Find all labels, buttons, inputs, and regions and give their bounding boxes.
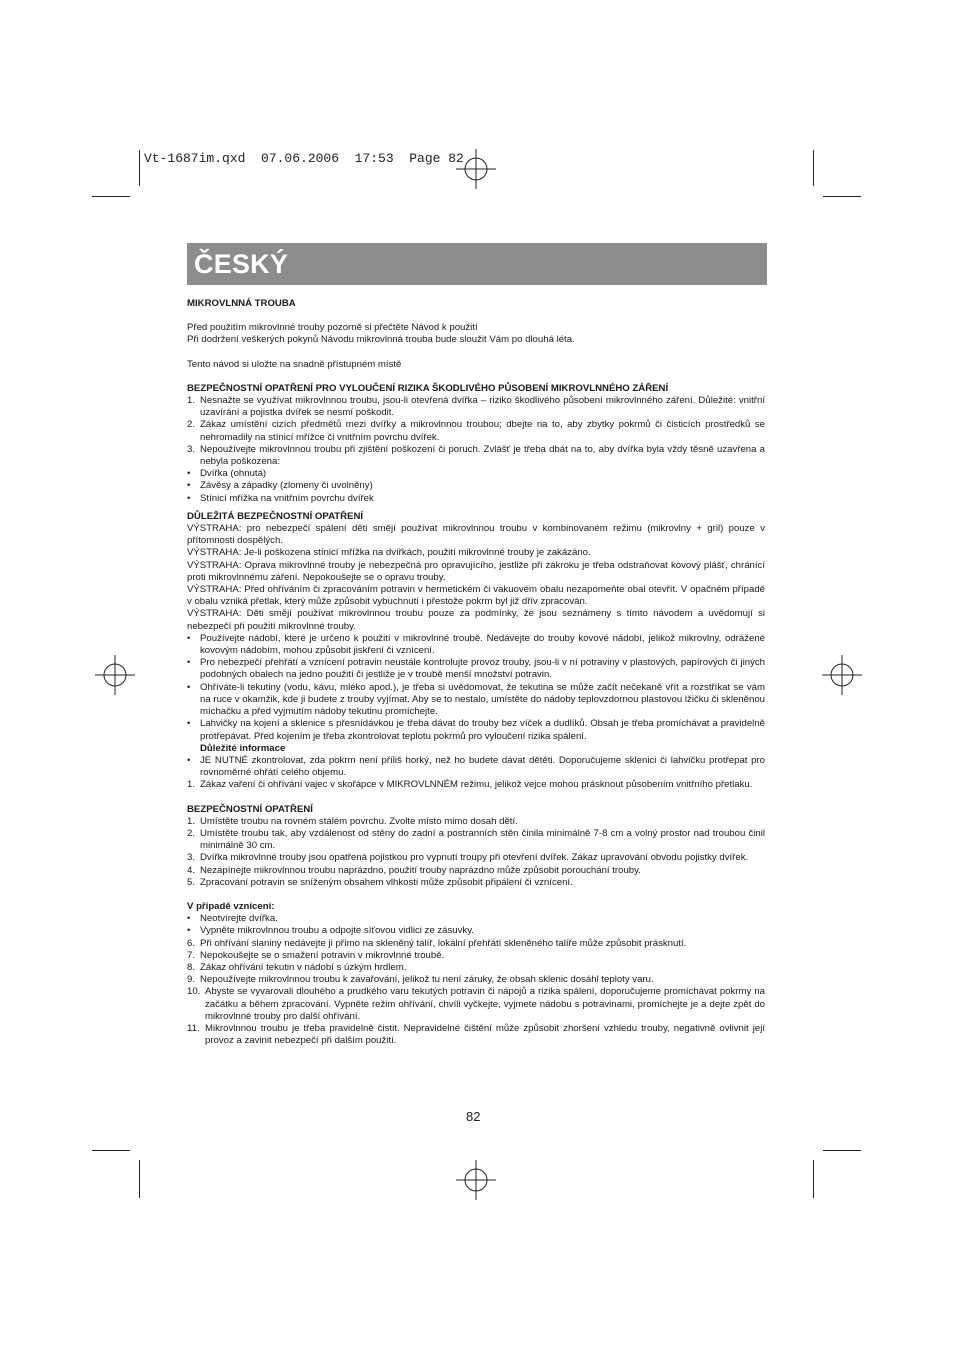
language-banner xyxy=(187,243,767,285)
list-marker: 3. xyxy=(187,852,196,864)
list-marker: 11. xyxy=(187,1022,200,1034)
list-text: Nezapínejte mikrovlnnou troubu naprázdno, použití trouby naprázdno může způsobit porouchání trouby. xyxy=(200,864,641,876)
language-title: ČESKÝ xyxy=(194,249,289,279)
print-header: Vt-1687im.qxd 07.06.2006 17:53 Page 82 xyxy=(144,151,464,166)
page-number: 82 xyxy=(466,1109,481,1124)
list-item xyxy=(187,779,765,791)
warning-paragraphs xyxy=(187,523,765,633)
list-marker: 7. xyxy=(187,949,196,961)
warning-paragraph: VÝSTRAHA: pro nebezpečí spálení děti smějí používat mikrovlnnou troubu v kombinovaném režimu (mikrovlny + gril) pouze v přítomnosti dospělých. xyxy=(187,523,765,547)
list-marker: 1. xyxy=(187,815,196,827)
list-item xyxy=(187,718,765,742)
list-text: Nepokoušejte se o smažení potravin v mikrovlnné troubě. xyxy=(200,949,445,961)
crop-mark xyxy=(823,196,861,197)
registration-mark-icon xyxy=(456,1160,496,1200)
list-marker: • xyxy=(187,632,191,644)
list-marker: • xyxy=(187,925,191,937)
list-item xyxy=(187,468,765,480)
list-item xyxy=(187,755,765,779)
list-marker: 2. xyxy=(187,827,196,839)
list-item xyxy=(187,986,765,1023)
intro-line: Před použitím mikrovlnné trouby pozorně si přečtěte Návod k použití xyxy=(187,322,478,334)
list-item xyxy=(187,444,765,468)
list-marker: • xyxy=(187,492,191,504)
list-marker: 9. xyxy=(187,974,196,986)
list-marker: 3. xyxy=(187,443,196,455)
list-text: Používejte nádobí, které je určeno k použití v mikrovlnné troubě. Nedávejte do trouby kovové nádobí, jelikož mikrovlny, odrážené kovovým nádobím, mohou způsobit jiskření či vznícení. xyxy=(200,632,765,657)
warning-paragraph: VÝSTRAHA: Před ohříváním či zpracováním potravin v hermetickém či vakuovém obalu nezapomeňte obal otevřít. V opačném případě v obalu vzniká přetlak, který může způsobit vybuchnutí i přestože pokrm byl již dřív zpracován. xyxy=(187,584,765,608)
warning-paragraph: VÝSTRAHA: Je-li poškozena stínicí mřížka na dvířkách, použití mikrovlnné trouby je zakázáno. xyxy=(187,547,591,559)
list-item xyxy=(187,852,765,864)
list-item xyxy=(187,657,765,681)
crop-mark xyxy=(823,1150,861,1151)
list-marker: 4. xyxy=(187,864,196,876)
list-text: Neotvírejte dvířka. xyxy=(200,913,278,925)
list-marker: • xyxy=(187,718,191,730)
list-text: Stínicí mřížka na vnitřním povrchu dvířek xyxy=(200,492,374,504)
crop-mark xyxy=(813,150,814,186)
list-marker: • xyxy=(187,913,191,925)
list-item xyxy=(187,925,765,937)
list-item xyxy=(187,950,765,962)
crop-mark xyxy=(92,1150,130,1151)
warning-paragraph: VÝSTRAHA: Děti smějí používat mikrovlnnou troubu pouze za podmínky, že jsou seznámeny s tímto návodem a uvědomují si nebezpečí při použití mikrovlnné trouby. xyxy=(187,608,765,632)
section-heading: V případě vznícení: xyxy=(187,900,275,912)
list-text: Důležité informace xyxy=(200,742,286,754)
registration-mark-icon xyxy=(822,655,862,695)
list-item xyxy=(187,480,765,492)
product-heading: MIKROVLNNÁ TROUBA xyxy=(187,298,296,309)
list-item xyxy=(187,493,765,505)
list-marker: • xyxy=(187,657,191,669)
list-text: Dvířka mikrovlnné trouby jsou opatřená pojistkou pro vypnutí troupy při otevření dvířek. Zákaz upravování obvodu pojistky dvířek. xyxy=(200,852,749,864)
list-marker: 8. xyxy=(187,961,196,973)
list-text: Lahvičky na kojení a sklenice s přesnídávkou je třeba dávat do trouby bez víček a dudlíků. Obsah je třeba promíchávat a pravidelně protřepávat. Před kojením je třeba zkontrolovat teplotu pokrmů pro vyloučení rizika spálení. xyxy=(200,718,765,742)
warning-paragraph: VÝSTRAHA: Oprava mikrovlnné trouby je nebezpečná pro opravujícího, jestliže při zákroku je třeba odstraňovat kovový plášť, chránící proti mikrovlnnému záření. Nepokoušejte se o opravu trouby. xyxy=(187,559,765,583)
list-marker: • xyxy=(187,468,191,480)
list-text: Při ohřívání slaniny nedávejte ji přímo na skleněný talíř, lokální přehřátí skleněného talíře může způsobit prásknutí. xyxy=(200,937,687,949)
list-marker: 6. xyxy=(187,937,196,949)
registration-mark-icon xyxy=(456,149,496,189)
list-marker: • xyxy=(187,480,191,492)
list-item xyxy=(187,743,765,755)
list-marker: • xyxy=(187,681,191,693)
list-text: Závěsy a západky (zlomeny či uvolněny) xyxy=(200,480,373,492)
list-marker: 2. xyxy=(187,419,196,431)
crop-mark xyxy=(813,1160,814,1198)
list-text: Nepoužívejte mikrovlnnou troubu při zjištění poškození či poruch. Zvlášť je třeba dbát na to, aby dvířka byla vždy těsně uzavřena a nebyla poškozena: xyxy=(200,443,765,468)
crop-mark xyxy=(139,1160,140,1198)
list-item xyxy=(187,419,765,443)
section-list xyxy=(187,633,765,792)
list-text: Pro nebezpečí přehřátí a vznícení potravin neustále kontrolujte provoz trouby, jsou-li v ní potraviny v plastových, papírových či jiných podobných obalech na jedno použití či jestliže je v troubě menší množství potravin. xyxy=(200,657,765,681)
list-text: Zpracování potravin se sníženým obsahem vlhkosti může způsobit připálení či vznícení. xyxy=(200,876,573,888)
list-item xyxy=(187,682,765,719)
list-marker: 5. xyxy=(187,876,196,888)
list-marker: 1. xyxy=(187,395,196,407)
section-list xyxy=(187,816,765,889)
list-item xyxy=(187,913,765,925)
section-heading: DŮLEŽITÁ BEZPEČNOSTNÍ OPATŘENÍ xyxy=(187,510,364,522)
section-list xyxy=(187,395,765,505)
section-heading: BEZPEČNOSTNÍ OPATŘENÍ xyxy=(187,803,313,815)
document-body xyxy=(187,298,765,1047)
list-item xyxy=(187,877,765,889)
section-heading: BEZPEČNOSTNÍ OPATŘENÍ PRO VYLOUČENÍ RIZIKA ŠKODLIVÉHO PŮSOBENÍ MIKROVLNNÉHO ZÁŘENÍ xyxy=(187,382,669,394)
list-text: Nepoužívejte mikrovlnnou troubu k zavařování, jelikož tu není záruky, že obsah sklenic dosáhl teploty varu. xyxy=(200,974,654,986)
list-item xyxy=(187,865,765,877)
list-text: Nesnažte se využívat mikrovlnnou troubu, jsou-li otevřená dvířka – riziko škodlivého působení mikrovlnného záření. Důležité: vnitřní uzavírání a pojistka dvířek se nesmí poškodit. xyxy=(200,395,765,419)
crop-mark xyxy=(139,150,140,186)
list-text: Zákaz vaření či ohřívání vajec v skořápce v MIKROVLNNÉM režimu, jelikož vejce mohou prásknout působením vnitřního přetlaku. xyxy=(200,779,753,791)
list-item xyxy=(187,962,765,974)
list-item xyxy=(187,1023,765,1047)
section-list xyxy=(187,913,765,1047)
list-text: Mikrovlnnou troubu je třeba pravidelně čistit. Nepravidelné čištění může způsobit zhoršení vzhledu trouby, negativně ovlivnit její provoz a zavinit nebezpečí při dalším použití. xyxy=(205,1022,765,1047)
list-text: Ohříváte-li tekutiny (vodu, kávu, mléko apod.), je třeba si uvědomovat, že tekutina se může začít nečekaně vřít a rozstříkat se vám na ruce v okamžik, kde ji budete z trouby vyjímat. Aby se to nestalo, umístěte do nádoby teplovzdornou plastovou lžičku či skleněnou míchačku a před vyjmutím nádoby tekutinu promíchejte. xyxy=(200,681,765,718)
storage-note: Tento návod si uložte na snadně přístupném místě xyxy=(187,358,402,370)
list-item xyxy=(187,828,765,852)
list-text: Zákaz umístění cizích předmětů mezi dvířky a mikrovlnnou troubou; dbejte na to, aby zbytky pokrmů či čisticích prostředků se nehromadily na stínicí mřížce či vnitřním povrchu dvířek. xyxy=(200,419,765,443)
list-text: Umístěte troubu tak, aby vzdálenost od stěny do zadní a postranních stěn činila minimálně 7-8 cm a volný prostor nad troubou činil minimálně 30 cm. xyxy=(200,827,765,852)
list-text: JE NUTNÉ zkontrolovat, zda pokrm není příliš horký, než ho budete dávat dětěti. Doporučujeme sklenici či lahvičku protřepat pro rovnoměrné ohřátí celého objemu. xyxy=(200,754,765,779)
list-marker: • xyxy=(187,754,191,766)
list-text: Abyste se vyvarovali dlouhého a prudkého varu tekutých potravin či nápojů a rizika spálení, doporučujeme promíchávat pokrmy na začátku a během zpracování. Vypněte režim ohřívání, chvíli vyčkejte, vyjmete nádobu s potravinami, promíchejte je a dejte zpět do mikrovlnné trouby pro další ohřívání. xyxy=(205,986,765,1022)
list-marker: 10. xyxy=(187,986,201,998)
intro-line: Při dodržení veškerých pokynů Návodu mikrovlnná trouba bude sloužit Vám po dlouhá léta. xyxy=(187,334,575,346)
list-text: Dvířka (ohnutá) xyxy=(200,468,267,480)
list-item xyxy=(187,395,765,419)
crop-mark xyxy=(92,196,130,197)
list-item xyxy=(187,816,765,828)
list-marker: 1. xyxy=(187,779,196,791)
list-item xyxy=(187,974,765,986)
list-text: Zákaz ohřívání tekutin v nádobí s úzkým hrdlem. xyxy=(200,961,407,973)
registration-mark-icon xyxy=(95,655,135,695)
list-text: Umístěte troubu na rovném stálém povrchu. Zvolte místo mimo dosah dětí. xyxy=(200,815,518,827)
list-text: Vypněte mikrovlnnou troubu a odpojte síťovou vidlici ze zásuvky. xyxy=(200,925,474,937)
list-item xyxy=(187,633,765,657)
list-item xyxy=(187,938,765,950)
